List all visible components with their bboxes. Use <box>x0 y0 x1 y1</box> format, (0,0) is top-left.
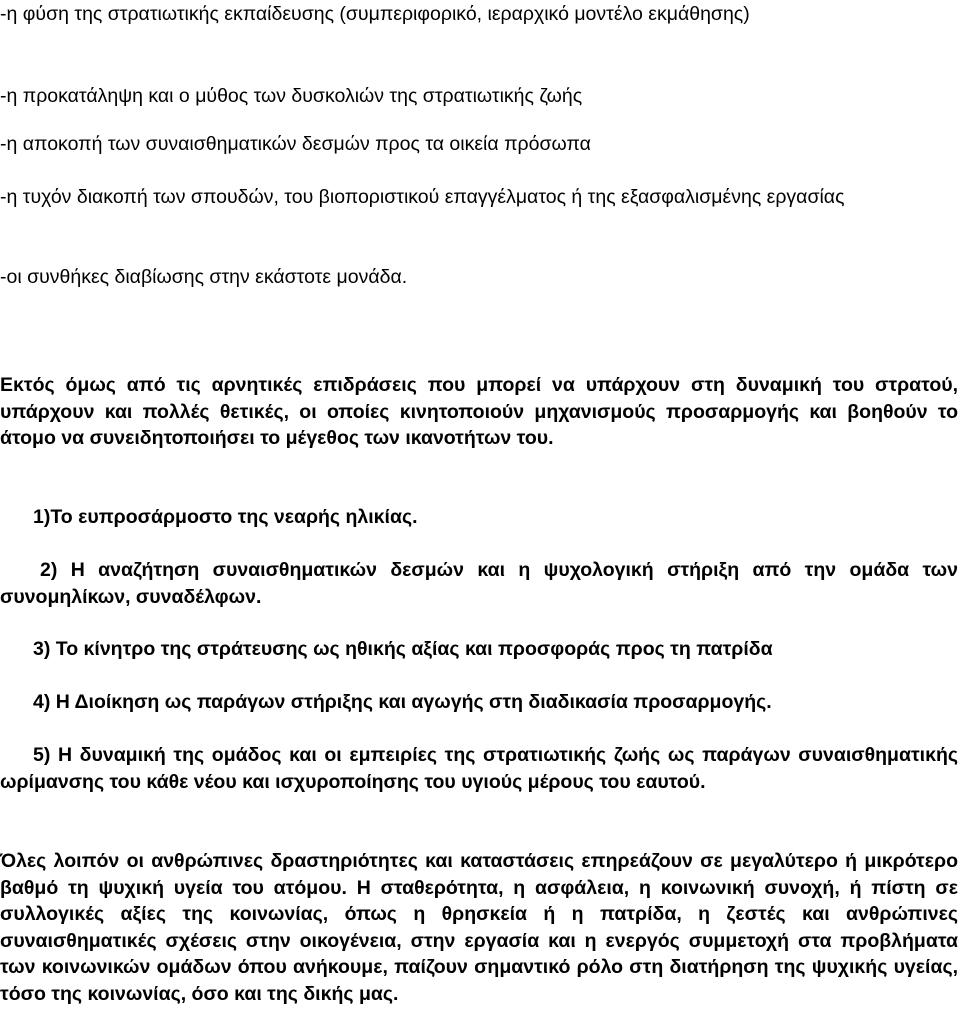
list-item: -η προκατάληψη και ο μύθος των δυσκολιών της στρατιωτικής ζωής <box>0 85 583 107</box>
numbered-point: 4) Η Διοίκηση ως παράγων στήριξης και αγωγής στη διαδικασία προσαρμογής. <box>33 691 772 713</box>
numbered-point: 1)Το ευπροσάρμοστο της νεαρής ηλικίας. <box>33 506 418 528</box>
list-item: -η αποκοπή των συναισθηματικών δεσμών προς τα οικεία πρόσωπα <box>0 133 591 155</box>
closing-paragraph: Όλες λοιπόν οι ανθρώπινες δραστηριότητες και καταστάσεις επηρεάζουν σε μεγαλύτερο ή μικρότερο βαθμό τη ψυχική υγεία του ατόμου. Η σταθερότητα, η ασφάλεια, η κοινωνική συνοχή, ή πίστη σε συλλογικές αξίες της κοινωνίας, όπως η θρησκεία ή η πατρίδα, η ζεστές και ανθρώπινες συναισθηματικές σχέσεις στην οικογένεια, στην εργασία και η ενεργός συμμετοχή στα προβλήματα των κοινωνικών ομάδων όπου ανήκουμε, παίζουν σημαντικό ρόλο στη διατήρηση της ψυχικής υγείας, τόσο της κοινωνίας, όσο και της δικής μας. <box>0 850 958 1005</box>
numbered-point: 3) Το κίνητρο της στράτευσης ως ηθικής αξίας και προσφοράς προς τη πατρίδα <box>33 638 773 660</box>
list-item: -η φύση της στρατιωτικής εκπαίδευσης (συμπεριφορικό, ιεραρχικό μοντέλο εκμάθησης) <box>0 3 750 25</box>
numbered-point: 5) Η δυναμική της ομάδος και οι εμπειρίες της στρατιωτικής ζωής ως παράγων συναισθηματικής ωρίμανσης του κάθε νέου και ισχυροποίησης του υγιούς μέρους του εαυτού. <box>0 744 958 793</box>
numbered-point: 2) Η αναζήτηση συναισθηματικών δεσμών και η ψυχολογική στήριξη από την ομάδα των συνομηλίκων, συναδέλφων. <box>0 559 958 608</box>
intro-paragraph: Εκτός όμως από τις αρνητικές επιδράσεις που μπορεί να υπάρχουν στη δυναμική του στρατού, υπάρχουν και πολλές θετικές, οι οποίες κινητοποιούν μηχανισμούς προσαρμογής και βοηθούν το άτομο να συνειδητοποιήσει το μέγεθος των ικανοτήτων του. <box>0 374 958 449</box>
list-item: -η τυχόν διακοπή των σπουδών, του βιοποριστικού επαγγέλματος ή της εξασφαλισμένης εργασίας <box>0 186 845 208</box>
list-item: -οι συνθήκες διαβίωσης στην εκάστοτε μονάδα. <box>0 266 408 288</box>
